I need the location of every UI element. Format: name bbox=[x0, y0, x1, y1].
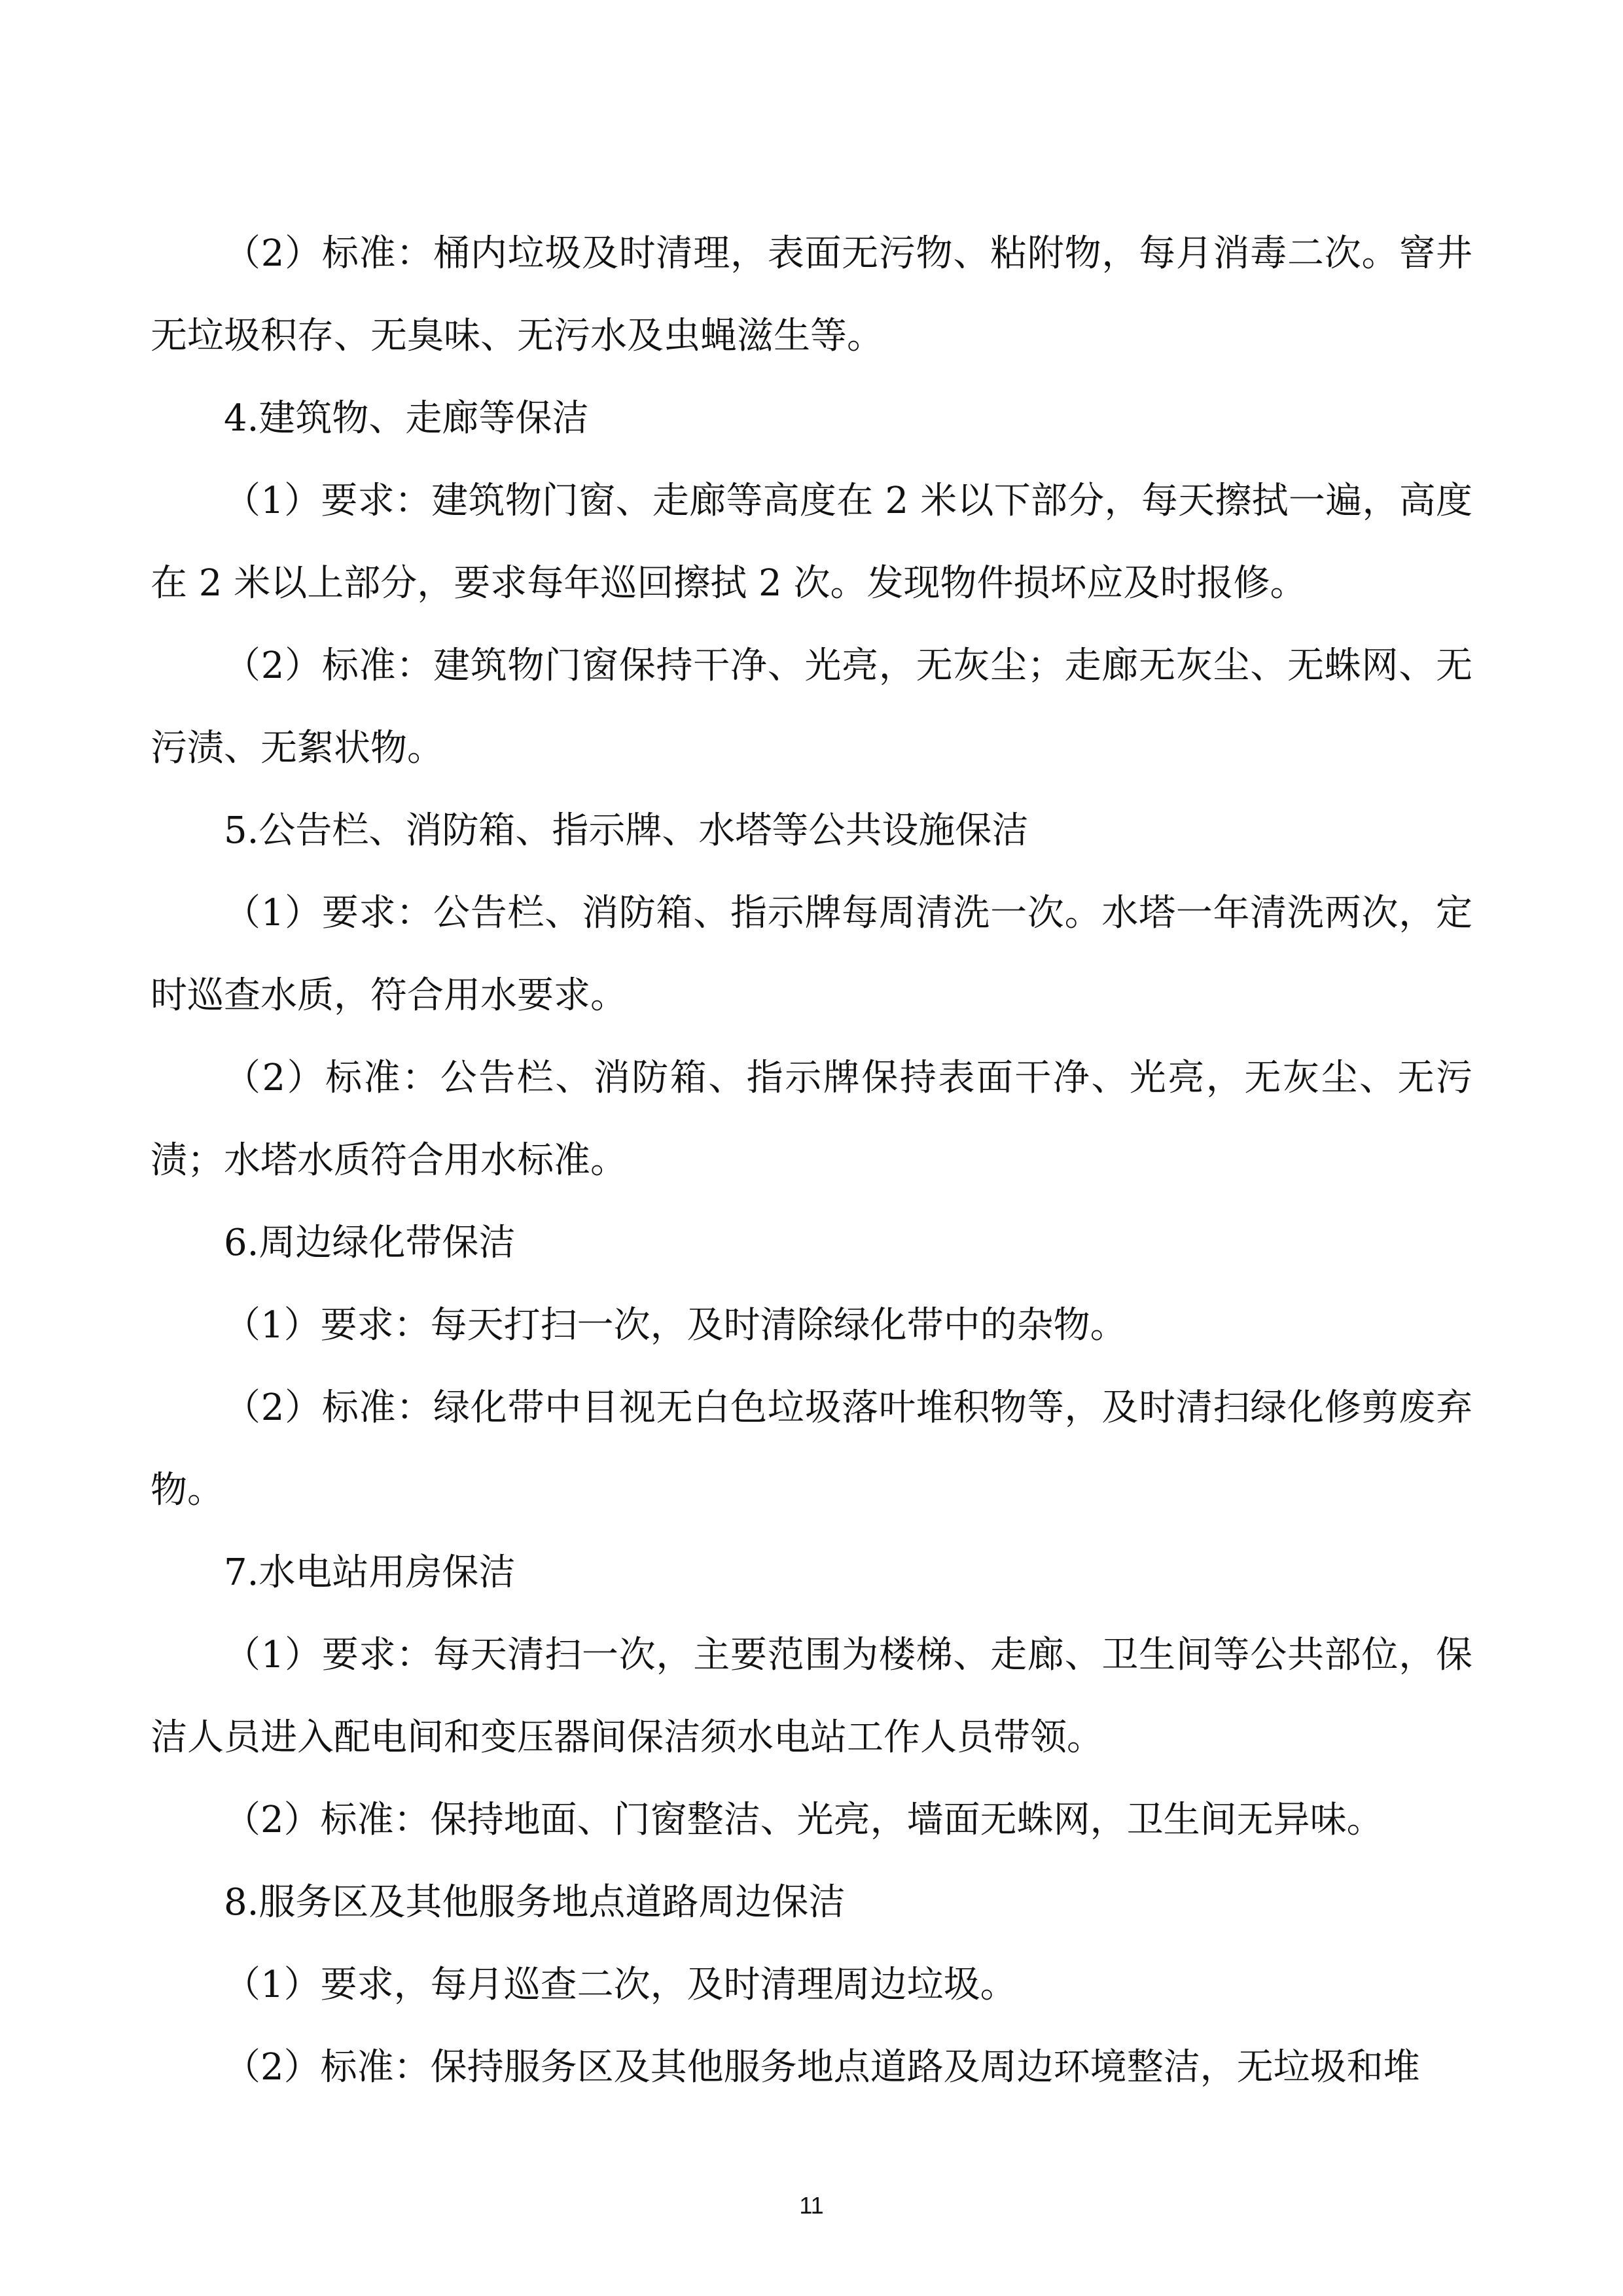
section-heading-service-area-roads: 8.服务区及其他服务地点道路周边保洁 bbox=[224, 1881, 846, 1924]
section-heading-hydropower-station: 7.水电站用房保洁 bbox=[224, 1551, 516, 1594]
paragraph-public-facilities-requirement: （1）要求：公告栏、消防箱、指示牌每周清洗一次。水塔一年清洗两次，定时巡查水质，符合用水要求。 bbox=[151, 892, 1472, 1017]
paragraph-trash-bin-standard: （2）标准：桶内垃圾及时清理，表面无污物、粘附物，每月消毒二次。窨井无垃圾积存、无臭味、无污水及虫蝇滋生等。 bbox=[151, 232, 1472, 357]
paragraph-green-belt-standard: （2）标准：绿化带中目视无白色垃圾落叶堆积物等，及时清扫绿化修剪废弃物。 bbox=[151, 1386, 1472, 1511]
paragraph-service-area-requirement: （1）要求，每月巡查二次，及时清理周边垃圾。 bbox=[224, 1964, 1017, 2006]
section-heading-green-belt: 6.周边绿化带保洁 bbox=[224, 1222, 516, 1264]
paragraph-buildings-requirement: （1）要求：建筑物门窗、走廊等高度在 2 米以下部分，每天擦拭一遍，高度在 2 米以上部分，要求每年巡回擦拭 2 次。发现物件损坏应及时报修。 bbox=[151, 480, 1472, 605]
paragraph-buildings-standard: （2）标准：建筑物门窗保持干净、光亮，无灰尘；走廊无灰尘、无蛛网、无污渍、无絮状物。 bbox=[151, 645, 1472, 769]
paragraph-hydropower-requirement: （1）要求：每天清扫一次，主要范围为楼梯、走廊、卫生间等公共部位，保洁人员进入配电间和变压器间保洁须水电站工作人员带领。 bbox=[151, 1634, 1472, 1759]
paragraph-service-area-standard: （2）标准：保持服务区及其他服务地点道路及周边环境整洁，无垃圾和堆 bbox=[224, 2046, 1420, 2089]
paragraph-public-facilities-standard: （2）标准：公告栏、消防箱、指示牌保持表面干净、光亮，无灰尘、无污渍；水塔水质符合用水标准。 bbox=[151, 1057, 1472, 1182]
section-heading-buildings-corridors: 4.建筑物、走廊等保洁 bbox=[224, 397, 589, 440]
document-body bbox=[151, 213, 1472, 2109]
paragraph-green-belt-requirement: （1）要求：每天打扫一次，及时清除绿化带中的杂物。 bbox=[224, 1304, 1127, 1347]
page-number: 11 bbox=[799, 2192, 824, 2219]
section-heading-public-facilities: 5.公告栏、消防箱、指示牌、水塔等公共设施保洁 bbox=[224, 809, 1029, 852]
paragraph-hydropower-standard: （2）标准：保持地面、门窗整洁、光亮，墙面无蛛网，卫生间无异味。 bbox=[224, 1799, 1383, 1841]
